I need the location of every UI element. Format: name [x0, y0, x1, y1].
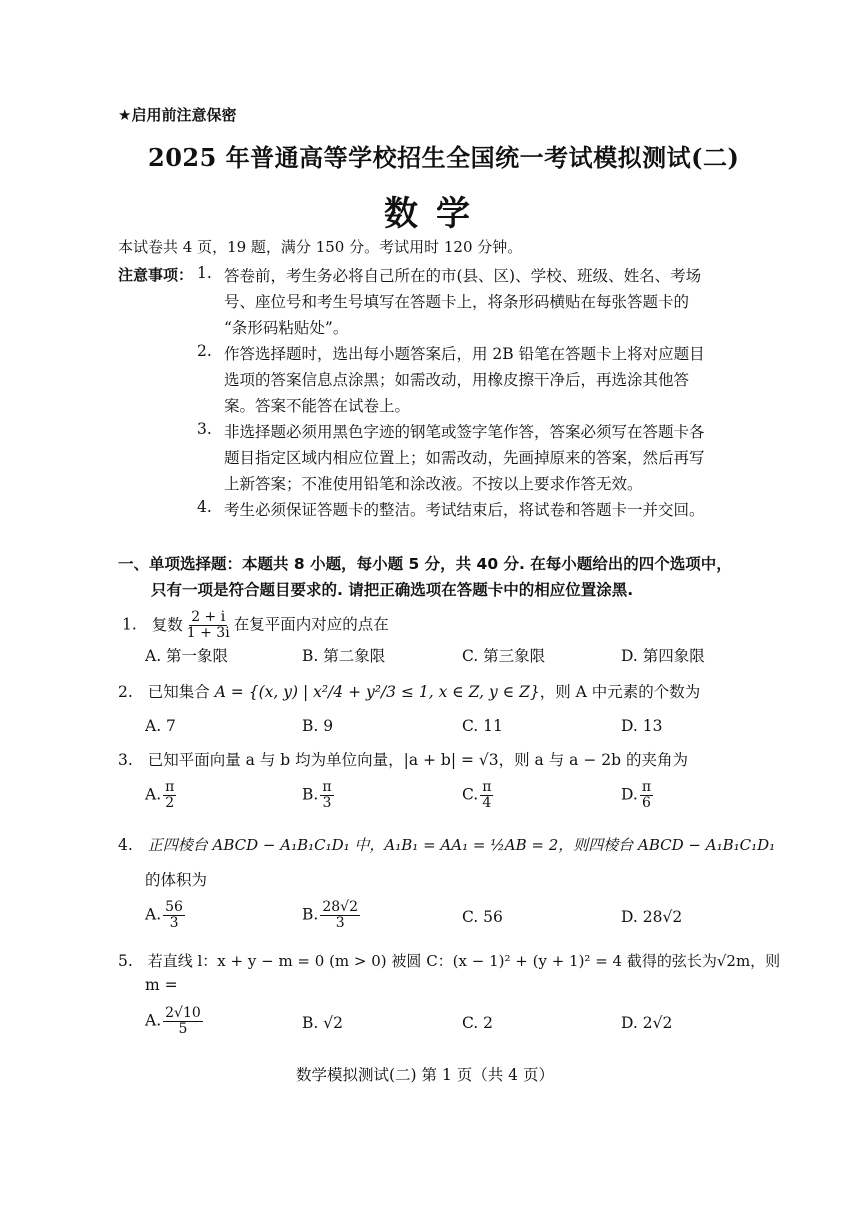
option-letter: B. [302, 905, 319, 924]
question-text: 复数 [151, 615, 183, 634]
question-4-cont: 的体积为 [145, 871, 208, 889]
notice-line: 考生必须保证答题卡的整洁。考试结束后，将试卷和答题卡一并交回。 [224, 501, 705, 519]
fraction-denominator: 1 + 3i [186, 625, 230, 641]
option-b: B. √2 [302, 1014, 343, 1032]
section-heading-cont: 只有一项是符合题目要求的. 请把正确选项在答题卡中的相应位置涂黑. [151, 581, 634, 599]
fraction-numerator: π [641, 779, 652, 795]
fraction [163, 900, 185, 931]
fraction-numerator: π [165, 779, 175, 795]
question-5-cont: m = [145, 976, 178, 994]
fraction-denominator: 5 [178, 1021, 188, 1037]
question-number: 1. [122, 615, 137, 634]
notice-line: “条形码粘贴处”。 [224, 319, 349, 337]
option-b: B. 9 [302, 717, 334, 735]
question-text: ，则 A 中元素的个数为 [539, 683, 701, 701]
option-letter: D. [621, 785, 638, 804]
option-c: C. 56 [462, 908, 503, 926]
option-letter: C. [462, 785, 479, 804]
option-letter: A. [145, 1011, 162, 1030]
option-a [145, 780, 178, 811]
option-d: D. 13 [621, 717, 663, 735]
option-a [145, 900, 187, 931]
notice-line: 上新答案；不准使用铅笔和涂改液。不按以上要求作答无效。 [224, 475, 643, 493]
fraction-denominator: 4 [482, 795, 492, 811]
question-number: 4. [118, 836, 133, 854]
page-footer: 数学模拟测试(二) 第 1 页（共 4 页） [296, 1066, 554, 1084]
option-b: B. 第二象限 [302, 647, 386, 665]
notice-line: 案。答案不能答在试卷上。 [224, 397, 411, 415]
question-4 [118, 834, 775, 855]
notice-line: 号、座位号和考生号填写在答题卡上，将条形码横贴在每张答题卡的 [224, 293, 690, 311]
question-text: 在复平面内对应的点在 [233, 615, 389, 634]
fraction [480, 780, 493, 811]
option-letter: B. [302, 785, 319, 804]
fraction-numerator: 28√2 [322, 899, 358, 915]
exam-info: 本试卷共 4 页，19 题，满分 150 分。考试用时 120 分钟。 [118, 238, 523, 256]
question-number: 3. [118, 751, 133, 769]
fraction-denominator: 3 [322, 795, 332, 811]
notice-line: 答卷前，考生务必将自己所在的市(县、区)、学校、班级、姓名、考场 [224, 267, 702, 285]
fraction-numerator: π [482, 779, 492, 795]
subject-title: 数学 [384, 194, 488, 234]
fraction [320, 780, 333, 811]
option-letter: A. [145, 785, 162, 804]
option-b [302, 780, 336, 811]
notice-line: 非选择题必须用黑色字迹的钢笔或签字笔作答，答案必须写在答题卡各 [224, 423, 705, 441]
notice-line: 作答选择题时，选出每小题答案后，用 2B 铅笔在答题卡上将对应题目 [224, 345, 705, 363]
notice-num: 1. [197, 264, 212, 282]
fraction-denominator: 6 [641, 795, 651, 811]
fraction [163, 1006, 203, 1037]
option-c: C. 11 [462, 717, 503, 735]
set-expression: A = {(x, y) | x²/4 + y²/3 ≤ 1, x ∈ Z, y ∈ Z} [214, 683, 540, 701]
option-c [462, 780, 495, 811]
fraction-numerator: 2 + i [191, 609, 226, 625]
fraction [185, 610, 232, 641]
notice-num: 2. [197, 342, 212, 360]
question-text: 若直线 l：x + y − m = 0 (m > 0) 被圆 C：(x − 1)² + (y + 1)² = 4 截得的弦长为√2m，则 [147, 952, 781, 970]
fraction [320, 900, 360, 931]
question-5 [118, 950, 780, 971]
question-1 [122, 610, 389, 641]
option-a [145, 1006, 205, 1037]
notice-label: 注意事项： [118, 266, 194, 284]
option-d: D. 第四象限 [621, 647, 705, 665]
question-number: 2. [118, 683, 133, 701]
option-a: A. 7 [145, 717, 176, 735]
fraction [163, 780, 176, 811]
confidential-notice: ★启用前注意保密 [118, 106, 237, 124]
fraction [640, 780, 653, 811]
fraction-denominator: 3 [169, 915, 179, 931]
question-text: 已知平面向量 a 与 b 均为单位向量，|a + b| = √3，则 a 与 a − 2b 的夹角为 [147, 751, 688, 769]
section-heading: 一、单项选择题：本题共 8 小题，每小题 5 分，共 40 分. 在每小题给出的四个选项中， [118, 555, 732, 573]
option-c: C. 2 [462, 1014, 494, 1032]
question-text: 正四棱台 ABCD − A₁B₁C₁D₁ 中，A₁B₁ = AA₁ = ½AB = 2，则四棱台 ABCD − A₁B₁C₁D₁ [147, 836, 776, 854]
notice-num: 3. [197, 420, 212, 438]
fraction-numerator: π [322, 779, 332, 795]
exam-title: 2025 年普通高等学校招生全国统一考试模拟测试(二) [148, 143, 740, 172]
option-c: C. 第三象限 [462, 647, 546, 665]
option-d [621, 780, 655, 811]
notice-line: 选项的答案信息点涂黑；如需改动，用橡皮擦干净后，再选涂其他答 [224, 371, 690, 389]
fraction-denominator: 3 [335, 915, 345, 931]
question-3 [118, 748, 688, 770]
question-2 [118, 680, 700, 702]
notice-line: 题目指定区域内相应位置上；如需改动，先画掉原来的答案，然后再写 [224, 449, 705, 467]
fraction-numerator: 56 [165, 899, 183, 915]
fraction-denominator: 2 [165, 795, 175, 811]
option-d: D. 28√2 [621, 908, 683, 926]
option-a: A. 第一象限 [145, 647, 229, 665]
fraction-numerator: 2√10 [165, 1005, 201, 1021]
option-d: D. 2√2 [621, 1014, 673, 1032]
question-number: 5. [118, 952, 133, 970]
option-b [302, 900, 362, 931]
notice-num: 4. [197, 498, 212, 516]
option-letter: A. [145, 905, 162, 924]
question-text: 已知集合 [147, 683, 210, 701]
